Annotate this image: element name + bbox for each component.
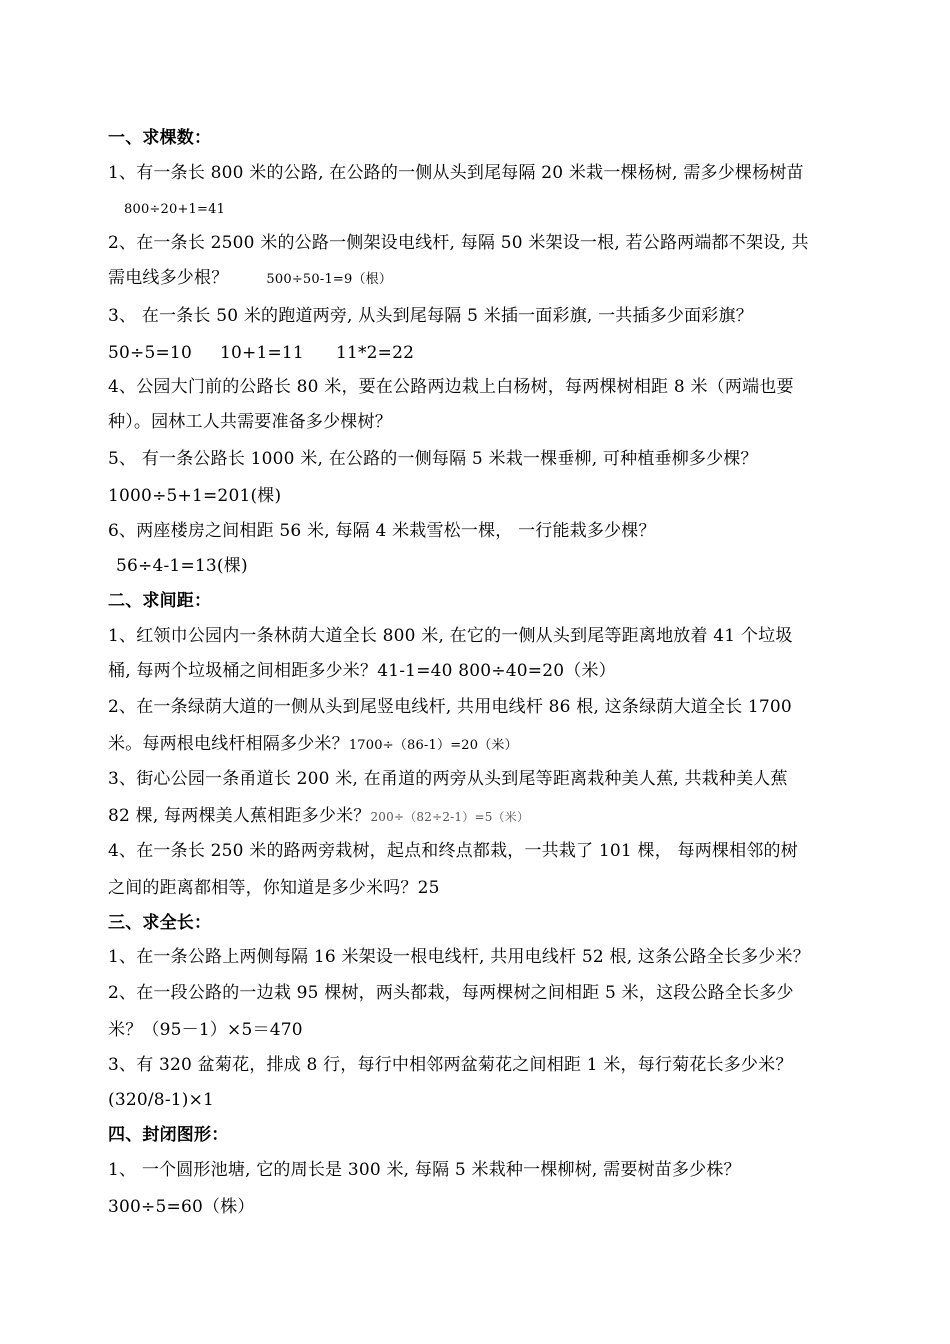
answer-text: 800÷20+1=41 [124,202,226,217]
section-heading: 三、求全长： [108,913,212,933]
answer-line [108,343,414,363]
answer-text: 1000÷5+1=201(棵) [108,486,282,506]
section-heading: 一、求棵数： [108,128,212,148]
question-line [108,734,518,756]
question-text: 2、在一段公路的一边栽 95 棵树，两头都栽，每两棵树之间相距 5 米，这段公路全长多少 [108,983,794,1003]
question-text: 之间的距离都相等，你知道是多少米吗？25 [108,878,440,898]
answer-text: 500÷50-1=9（根） [266,272,393,287]
question-text: 3、 在一条长 50 米的跑道两旁, 从头到尾每隔 5 米插一面彩旗, 一共插多少面彩旗？ [108,306,753,326]
answer-text: 200÷（82÷2-1）=5（米） [370,810,530,824]
question-text: 1、有一条长 800 米的公路, 在公路的一侧从头到尾每隔 20 米栽一棵杨树, 需多少棵杨树苗 [108,163,804,183]
question-text: 5、 有一条公路长 1000 米, 在公路的一侧每隔 5 米栽一棵垂柳, 可种植垂柳多少棵？ [108,449,758,469]
section-heading: 四、封闭图形： [108,1125,229,1145]
answer-text: 56÷4-1=13(棵) [116,556,248,576]
question-text: 需电线多少根？ [108,268,229,288]
answer-text: 50÷5=10 [108,343,192,363]
question-text: 4、在一条长 250 米的路两旁栽树，起点和终点都栽，一共栽了 101 棵， 每两棵相邻的树 [108,841,798,861]
answer-text: 米？（95－1）×5＝470 [108,1020,303,1040]
answer-text: 300÷5=60（株） [108,1197,255,1217]
answer-text: (320/8-1)×1 [108,1090,215,1110]
question-text: 3、街心公园一条甬道长 200 米, 在甬道的两旁从头到尾等距离栽种美人蕉, 共栽种美人蕉 [108,769,788,789]
question-text: 82 棵, 每两棵美人蕉相距多少米？ [108,806,371,826]
answer-text: 11*2=22 [335,343,415,363]
question-text: 桶, 每两个垃圾桶之间相距多少米？41-1=40 800÷40=20（米） [108,661,616,681]
answer-text: 1700÷（86-1）=20（米） [348,738,518,753]
question-text: 4、公园大门前的公路长 80 米，要在公路两边栽上白杨树，每两棵树相距 8 米（两端也要 [108,377,794,397]
section-heading: 二、求间距： [108,591,212,611]
question-text: 种）。园林工人共需要准备多少棵树？ [108,412,392,432]
question-text: 1、红领巾公园内一条林荫大道全长 800 米, 在它的一侧从头到尾等距离地放着 41 个垃圾 [108,626,793,646]
question-text: 2、在一条长 2500 米的公路一侧架设电线杆, 每隔 50 米架设一根, 若公路两端都不架设, 共 [108,233,809,253]
question-text: 米。每两根电线杆相隔多少米？ [108,734,349,754]
question-text: 3、有 320 盆菊花，排成 8 行，每行中相邻两盆菊花之间相距 1 米，每行菊花长多少米？ [108,1055,793,1075]
question-text: 1、在一条公路上两侧每隔 16 米架设一根电线杆, 共用电线杆 52 根, 这条公路全长多少米？ [108,947,810,967]
question-text: 2、在一条绿荫大道的一侧从头到尾竖电线杆, 共用电线杆 86 根, 这条绿荫大道全长 1700 [108,697,792,717]
answer-text: 10+1=11 [219,343,304,363]
question-text: 1、 一个圆形池塘, 它的周长是 300 米, 每隔 5 米栽种一棵柳树, 需要树苗多少株？ [108,1160,741,1180]
question-text: 6、两座楼房之间相距 56 米, 每隔 4 米栽雪松一棵， 一行能栽多少棵？ [108,521,656,541]
question-line [108,268,392,290]
question-line [108,806,529,827]
